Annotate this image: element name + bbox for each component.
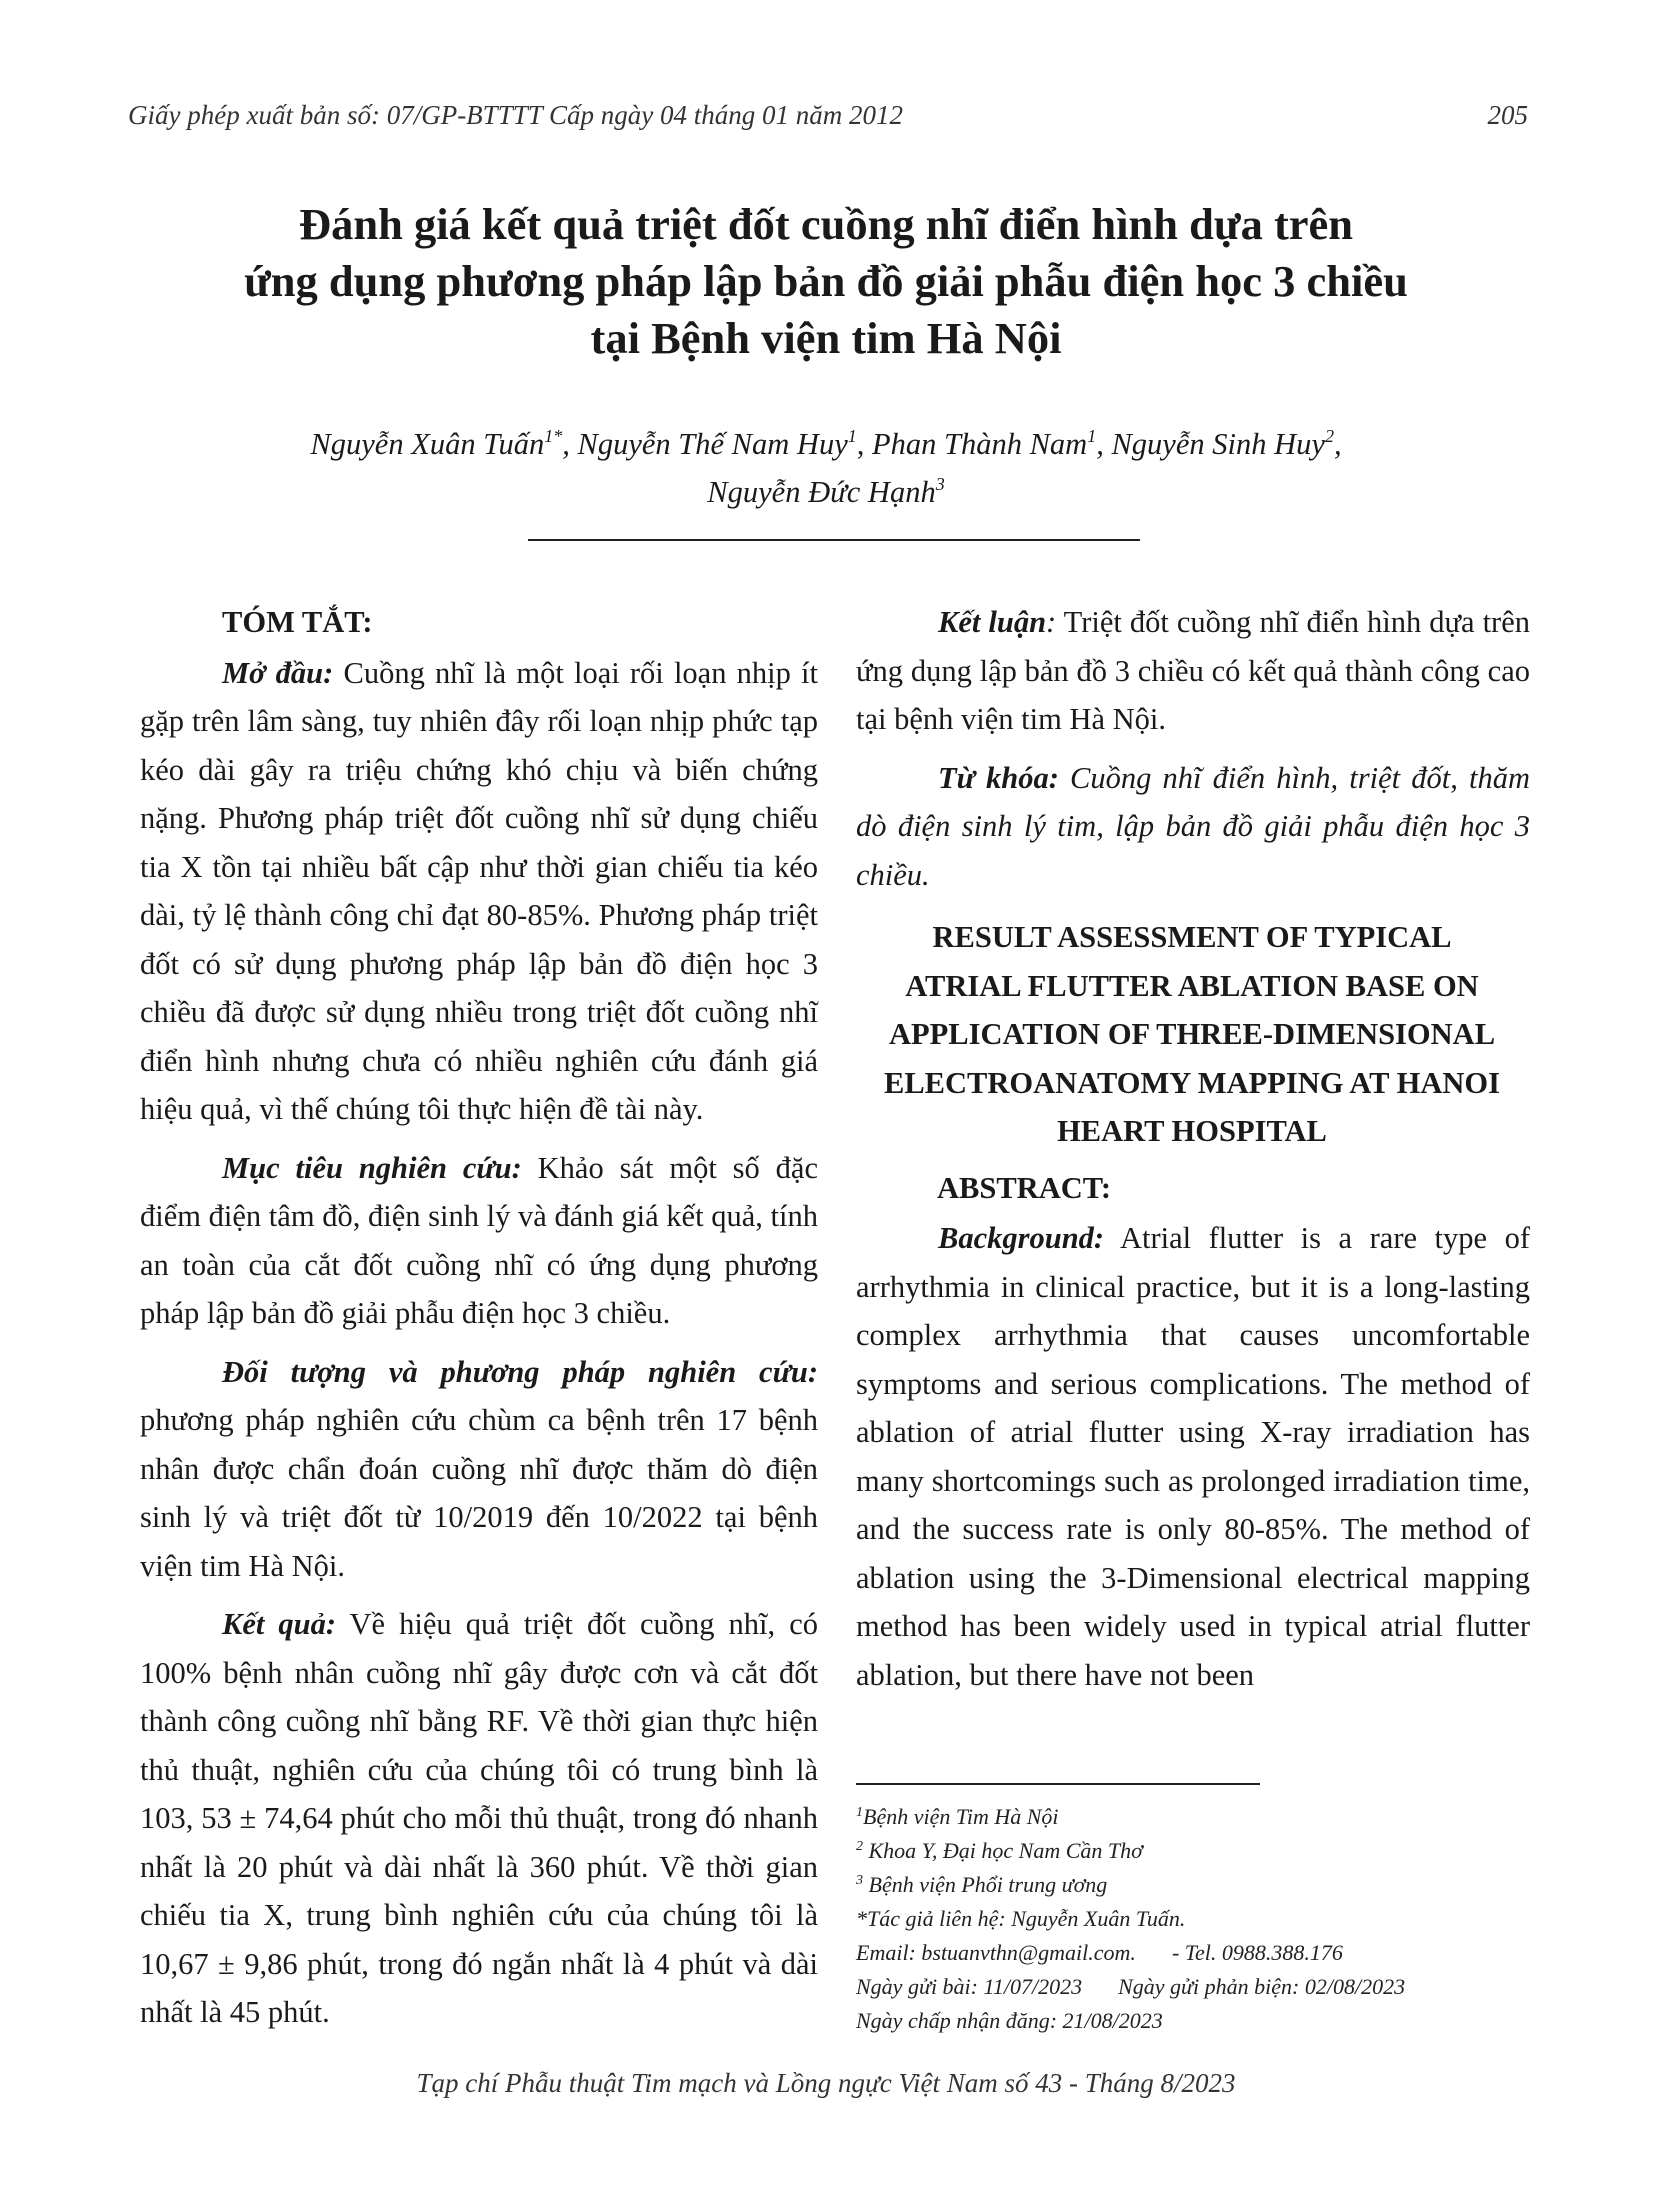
author-line [126, 420, 1526, 468]
affiliation-3 [856, 1868, 1536, 1902]
footnotes [856, 1800, 1536, 2038]
page-number: 205 [1487, 100, 1528, 130]
author-name: Nguyễn Thế Nam Huy [577, 427, 848, 461]
paragraph-body: Khảo sát một số đặc điểm điện tâm đồ, điện sinh lý và đánh giá kết quả, tính an toàn của cắt đốt cuồng nhĩ có ứng dụng phương pháp lập bản đồ giải phẫu điện học 3 chiều. [140, 1150, 818, 1330]
author-list [126, 420, 1526, 516]
paper-title [126, 196, 1526, 367]
affiliation-text: Bệnh viện Tim Hà Nội [863, 1804, 1059, 1829]
paragraph-lead-colon: : [1046, 605, 1057, 639]
paragraph-lead: Mục tiêu nghiên cứu: [222, 1150, 522, 1185]
affiliation-mark: 3 [856, 1873, 863, 1888]
title-line: Đánh giá kết quả triệt đốt cuồng nhĩ điển hình dựa trên [298, 199, 1354, 249]
title-divider [528, 539, 1140, 541]
affiliation-1 [856, 1800, 1536, 1834]
paragraph-body: Triệt đốt cuồng nhĩ điển hình dựa trên ứng dụng lập bản đồ 3 chiều có kết quả thành công cao tại bệnh viện tim Hà Nội. [856, 605, 1530, 736]
date-review: Ngày gửi phản biện: 02/08/2023 [1118, 1974, 1406, 1999]
license-text: Giấy phép xuất bản số: 07/GP-BTTTT Cấp ngày 04 tháng 01 năm 2012 [128, 100, 903, 130]
author-affiliation-mark: 2 [1324, 426, 1334, 446]
summary-heading: TÓM TẮT: [222, 605, 373, 639]
abstract-heading: ABSTRACT: [937, 1170, 1111, 1205]
author-name: Nguyễn Sinh Huy [1111, 427, 1325, 461]
paragraph-body: Atrial flutter is a rare type of arrhythmia in clinical practice, but it is a long-lasting complex arrhythmia that causes uncomfortable symptoms and serious complications. The method of ablation of atrial flutter using X-ray irradiation has many shortcomings such as prolonged irradiation time, and the success rate is only 80-85%. The method of ablation using the 3-Dimensional electrical mapping method has been widely used in typical atrial flutter ablation, but there have not been [856, 1221, 1530, 1692]
paragraph-lead: Từ khóa: [938, 760, 1059, 795]
paragraph-lead: Background: [938, 1221, 1105, 1255]
footnote-divider [856, 1783, 1260, 1785]
conclusion-paragraph [856, 598, 1530, 744]
author-name: Nguyễn Xuân Tuấn [310, 427, 545, 461]
tel-text: - Tel. 0988.388.176 [1171, 1940, 1343, 1965]
running-header [128, 100, 1528, 140]
background-en-paragraph [856, 1214, 1530, 1699]
dates-line [856, 1970, 1536, 2004]
author-separator: , [856, 427, 872, 461]
paragraph-lead: Kết quả: [222, 1607, 337, 1641]
paragraph-body: Về hiệu quả triệt đốt cuồng nhĩ, có 100% bệnh nhân cuồng nhĩ gây được cơn và cắt đốt thành công cuồng nhĩ bằng RF. Về thời gian thực hiện thủ thuật, nghiên cứu của chúng tôi có trung bình là 103, 53 ± 74,64 phút cho mỗi thủ thuật, trong đó nhanh nhất là 20 phút và dài nhất là 360 phút. Về thời gian chiếu tia X, trung bình nghiên cứu của chúng tôi là 10,67 ± 9,86 phút, trong đó ngắn nhất là 4 phút và dài nhất là 45 phút. [140, 1607, 818, 2029]
affiliation-text: Khoa Y, Đại học Nam Cần Thơ [863, 1838, 1143, 1863]
results-paragraph [140, 1600, 818, 2037]
keywords-body: Cuồng nhĩ điển hình, triệt đốt, thăm dò điện sinh lý tim, lập bản đồ giải phẫu điện học 3 chiều. [856, 760, 1530, 892]
english-title-line: APPLICATION OF THREE-DIMENSIONAL [888, 1017, 1496, 1051]
english-title-line: RESULT ASSESSMENT OF TYPICAL [932, 920, 1452, 954]
affiliation-mark: 1 [856, 1805, 863, 1820]
left-column [140, 598, 818, 2037]
corresponding-author: *Tác giả liên hệ: Nguyễn Xuân Tuấn. [856, 1906, 1186, 1931]
journal-footer: Tạp chí Phẫu thuật Tim mạch và Lồng ngực Việt Nam số 43 - Tháng 8/2023 [416, 2068, 1236, 2098]
author-affiliation-mark: 3 [935, 474, 945, 494]
email-text: Email: bstuanvthn@gmail.com. [856, 1940, 1136, 1965]
author-separator: , [1333, 427, 1342, 461]
english-title-line: HEART HOSPITAL [1057, 1114, 1327, 1148]
date-submitted: Ngày gửi bài: 11/07/2023 [856, 1974, 1083, 1999]
author-name: Nguyễn Đức Hạnh [707, 475, 936, 509]
affiliation-mark: 2 [856, 1839, 863, 1854]
right-column [856, 598, 1530, 1699]
methods-paragraph [140, 1348, 818, 1591]
author-affiliation-mark: 1 [1087, 426, 1097, 446]
author-name: Phan Thành Nam [872, 427, 1088, 461]
objective-paragraph [140, 1144, 818, 1338]
date-accepted: Ngày chấp nhận đăng: 21/08/2023 [856, 2008, 1163, 2033]
contact-line [856, 1936, 1536, 1970]
title-line: tại Bệnh viện tim Hà Nội [590, 313, 1062, 363]
title-line: ứng dụng phương pháp lập bản đồ giải phẫu điện học 3 chiều [244, 256, 1408, 306]
english-title-line: ATRIAL FLUTTER ABLATION BASE ON [905, 968, 1479, 1003]
paragraph-lead: Đối tượng và phương pháp nghiên cứu: [222, 1354, 818, 1389]
author-line [126, 468, 1526, 516]
paragraph-lead: Mở đầu: [222, 655, 334, 690]
affiliation-text: Bệnh viện Phổi trung ương [863, 1872, 1108, 1897]
affiliation-2 [856, 1834, 1536, 1868]
english-title [844, 913, 1540, 1156]
keywords-paragraph [856, 754, 1530, 900]
author-separator: , [1096, 427, 1112, 461]
author-separator: , [562, 427, 578, 461]
author-affiliation-mark: 1* [544, 426, 563, 446]
paragraph-body: phương pháp nghiên cứu chùm ca bệnh trên 17 bệnh nhân được chẩn đoán cuồng nhĩ được thăm dò điện sinh lý và triệt đốt từ 10/2019 đến 10/2022 tại bệnh viện tim Hà Nội. [140, 1403, 818, 1583]
english-title-line: ELECTROANATOMY MAPPING AT HANOI [884, 1065, 1500, 1100]
paragraph-lead: Kết luận [938, 605, 1047, 639]
paragraph-body: Cuồng nhĩ là một loại rối loạn nhịp ít gặp trên lâm sàng, tuy nhiên đây rối loạn nhịp phức tạp kéo dài gây ra triệu chứng khó chịu và biến chứng nặng. Phương pháp triệt đốt cuồng nhĩ sử dụng chiếu tia X tồn tại nhiều bất cập như thời gian chiếu tia kéo dài, tỷ lệ thành công chỉ đạt 80-85%. Phương pháp triệt đốt có sử dụng phương pháp lập bản đồ điện học 3 chiều đã được sử dụng nhiều trong triệt đốt cuồng nhĩ điển hình nhưng chưa có nhiều nghiên cứu đánh giá hiệu quả, vì thế chúng tôi thực hiện đề tài này. [140, 655, 819, 1126]
author-affiliation-mark: 1 [847, 426, 857, 446]
background-paragraph [140, 649, 818, 1134]
